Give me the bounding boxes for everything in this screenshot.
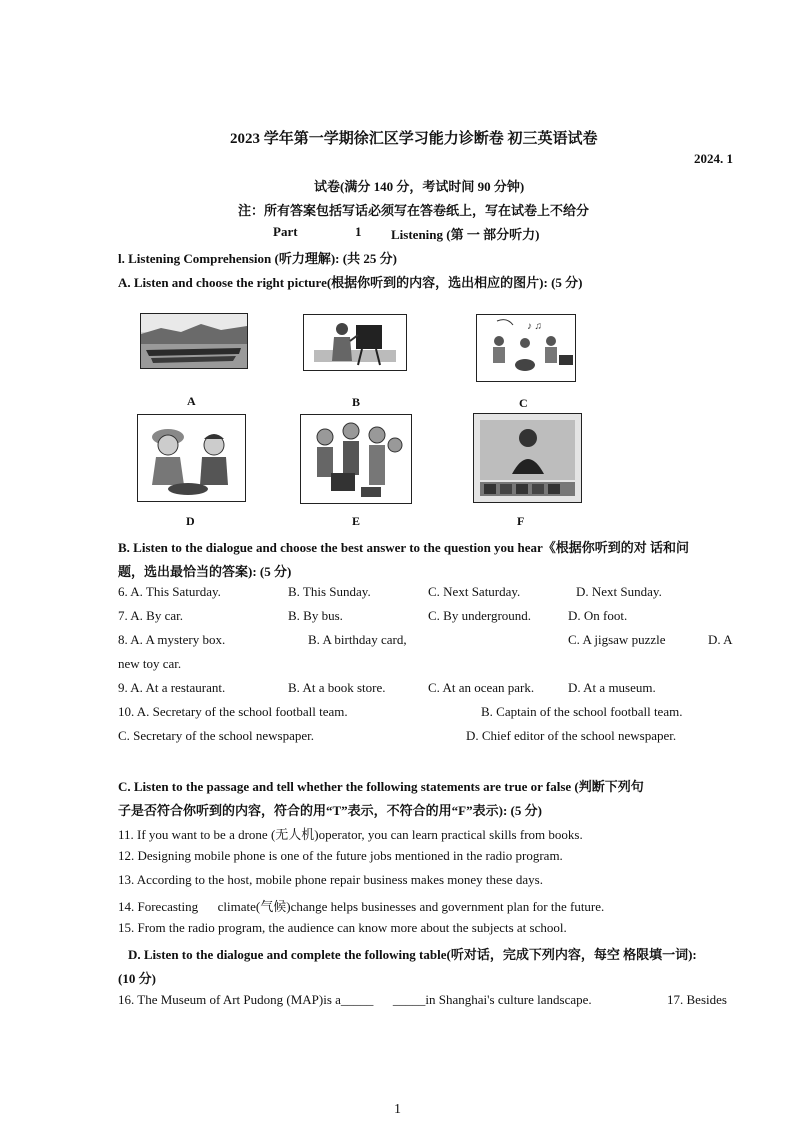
paper-info: 试卷(满分 140 分，考试时间 90 分钟) — [314, 179, 525, 194]
q7-option-a: 7. A. By car. — [118, 608, 183, 623]
q10-option-c: C. Secretary of the school newspaper. — [118, 728, 315, 743]
q8-option-b: B. A birthday card, — [308, 632, 407, 647]
picture-b-label: B — [352, 395, 361, 409]
section-d-heading-line2: (10 分) — [118, 971, 156, 986]
question-16: 16. The Museum of Art Pudong (MAP)is a_____ _____in Shanghai's culture landscape. — [118, 992, 592, 1007]
q8-option-a: 8. A. A mystery box. — [118, 632, 226, 647]
svg-text:♪ ♫: ♪ ♫ — [527, 321, 542, 332]
q7-option-d: D. On foot. — [568, 608, 628, 623]
q8-option-d: D. A — [708, 632, 733, 647]
question-17-start: 17. Besides — [667, 992, 727, 1007]
part-name: Listening (第 一 部分听力) — [391, 227, 540, 242]
q6-option-d: D. Next Sunday. — [576, 584, 662, 599]
section-c-heading-line1: C. Listen to the passage and tell whether the following statements are true or false (判断下列句 — [118, 779, 644, 794]
section-b-heading-line1: B. Listen to the dialogue and choose the best answer to the question you hear《根据你听到的对 话和问 — [118, 540, 690, 555]
picture-e-label: E — [352, 514, 361, 528]
statement-12: 12. Designing mobile phone is one of the future jobs mentioned in the radio program. — [118, 848, 563, 863]
picture-d-label: D — [186, 514, 195, 528]
q8-option-c: C. A jigsaw puzzle — [568, 632, 666, 647]
q9-option-b: B. At a book store. — [288, 680, 386, 695]
page-number: 1 — [394, 1102, 401, 1117]
q6-option-c: C. Next Saturday. — [428, 584, 521, 599]
section-b-heading-line2: 题，选出最恰当的答案): (5 分) — [118, 564, 292, 579]
picture-b-painter — [303, 314, 407, 371]
picture-a-label: A — [187, 394, 196, 408]
section-a-heading: A. Listen and choose the right picture(根据你听到的内容，选出相应的图片): (5 分) — [118, 275, 583, 290]
q6-option-a: 6. A. This Saturday. — [118, 584, 221, 599]
q10-option-b: B. Captain of the school football team. — [481, 704, 683, 719]
q9-option-c: C. At an ocean park. — [428, 680, 535, 695]
statement-11: 11. If you want to be a drone (无人机)operator, you can learn practical skills from books. — [118, 827, 583, 842]
q7-option-b: B. By bus. — [288, 608, 343, 623]
picture-e-group-people — [300, 414, 412, 504]
picture-f-video-call — [473, 413, 582, 503]
picture-a-rowing-boats — [140, 313, 248, 369]
section-c-heading-line2: 子是否符合你听到的内容，符合的用“T”表示，不符合的用“F”表示): (5 分) — [118, 803, 542, 818]
picture-f-label: F — [517, 514, 525, 528]
statement-14: 14. Forecasting climate(气候)change helps businesses and government plan for the future. — [118, 899, 605, 914]
section-1-heading: l. Listening Comprehension (听力理解): (共 25 分) — [118, 251, 397, 266]
notice: 注：所有答案包括写话必须写在答卷纸上，写在试卷上不给分 — [238, 203, 590, 218]
section-d-heading-line1: D. Listen to the dialogue and complete the following table(听对话，完成下列内容，每空 格限填一词): — [128, 947, 697, 962]
part-number: 1 — [355, 224, 362, 239]
exam-title: 2023 学年第一学期徐汇区学习能力诊断卷 初三英语试卷 — [230, 131, 598, 147]
picture-c-label: C — [519, 396, 528, 410]
exam-date: 2024. 1 — [694, 151, 733, 166]
q6-option-b: B. This Sunday. — [288, 584, 371, 599]
q7-option-c: C. By underground. — [428, 608, 532, 623]
statement-13: 13. According to the host, mobile phone repair business makes money these days. — [118, 872, 543, 887]
picture-d-children-playing — [137, 414, 246, 502]
part-word: Part — [273, 224, 298, 239]
q10-option-a: 10. A. Secretary of the school football team. — [118, 704, 348, 719]
picture-c-band — [476, 314, 576, 382]
q10-option-d: D. Chief editor of the school newspaper. — [466, 728, 677, 743]
q9-option-a: 9. A. At a restaurant. — [118, 680, 226, 695]
q8-option-d-cont: new toy car. — [118, 656, 182, 671]
statement-15: 15. From the radio program, the audience can know more about the subjects at school. — [118, 920, 567, 935]
q9-option-d: D. At a museum. — [568, 680, 656, 695]
